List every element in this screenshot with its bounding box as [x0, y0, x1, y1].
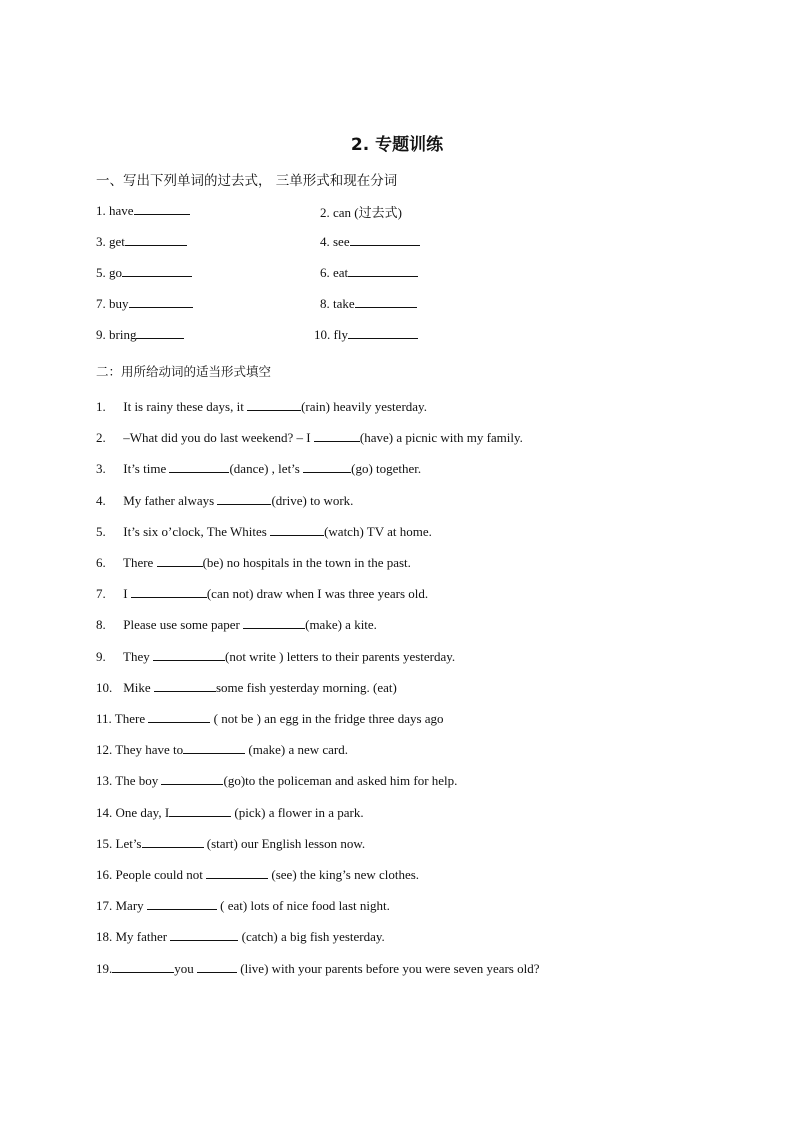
vocab-item: 6. eat	[320, 264, 418, 281]
vocab-item: 4. see	[320, 233, 420, 250]
answer-blank[interactable]	[243, 616, 305, 629]
answer-blank[interactable]	[183, 741, 245, 754]
vocab-item: 3. get	[96, 233, 187, 250]
question-item: 17. Mary ( eat) lots of nice food last night.	[96, 898, 390, 913]
answer-blank[interactable]	[136, 326, 184, 339]
answer-blank[interactable]	[348, 264, 418, 277]
answer-blank[interactable]	[206, 866, 268, 879]
section1-heading: 一、写出下列单词的过去式， 三单形式和现在分词	[96, 173, 398, 189]
answer-blank[interactable]	[348, 326, 418, 339]
question-item: 13. The boy (go)to the policeman and asked him for help.	[96, 773, 458, 788]
question-item: 16. People could not (see) the king’s new clothes.	[96, 867, 420, 882]
answer-blank[interactable]	[157, 554, 203, 567]
answer-blank[interactable]	[247, 398, 301, 411]
page-title: 2. 专题训练	[350, 135, 444, 155]
answer-blank[interactable]	[154, 679, 216, 692]
answer-blank[interactable]	[153, 648, 225, 661]
answer-blank[interactable]	[170, 928, 238, 941]
question-item: 14. One day, I (pick) a flower in a park.	[96, 805, 364, 820]
vocab-item: 9. bring	[96, 326, 184, 343]
vocab-item: 10. fly	[314, 326, 418, 343]
answer-blank[interactable]	[112, 960, 174, 973]
answer-blank[interactable]	[129, 295, 193, 308]
answer-blank[interactable]	[134, 202, 190, 215]
question-item: 15. Let’s (start) our English lesson now.	[96, 836, 366, 851]
question-item: 18. My father (catch) a big fish yesterday.	[96, 929, 385, 944]
answer-blank[interactable]	[161, 772, 223, 785]
answer-blank[interactable]	[169, 804, 231, 817]
vocab-item: 1. have	[96, 202, 190, 219]
answer-blank[interactable]	[314, 429, 360, 442]
answer-blank[interactable]	[217, 492, 271, 505]
vocab-item: 5. go	[96, 264, 192, 281]
question-item: 3. It’s time (dance) , let’s (go) together.	[96, 461, 422, 476]
question-item: 12. They have to (make) a new card.	[96, 742, 348, 757]
question-item: 7. I (can not) draw when I was three years old.	[96, 586, 429, 601]
question-item: 9. They (not write ) letters to their parents yesterday.	[96, 649, 456, 664]
question-item: 8. Please use some paper (make) a kite.	[96, 617, 377, 632]
answer-blank[interactable]	[125, 233, 187, 246]
answer-blank[interactable]	[131, 585, 207, 598]
answer-blank[interactable]	[303, 460, 351, 473]
question-item: 10. Mike some fish yesterday morning. (eat)	[96, 680, 397, 695]
question-item: 19. you (live) with your parents before you were seven years old?	[96, 961, 540, 976]
answer-blank[interactable]	[270, 523, 324, 536]
answer-blank[interactable]	[169, 460, 229, 473]
answer-blank[interactable]	[142, 835, 204, 848]
section2-heading: 二：用所给动词的适当形式填空	[96, 364, 272, 379]
answer-blank[interactable]	[147, 897, 217, 910]
question-item: 1. It is rainy these days, it (rain) heavily yesterday.	[96, 399, 427, 414]
answer-blank[interactable]	[197, 960, 237, 973]
vocab-item: 8. take	[320, 295, 417, 312]
question-item: 5. It’s six o’clock, The Whites (watch) TV at home.	[96, 524, 432, 539]
question-item: 11. There ( not be ) an egg in the fridge three days ago	[96, 711, 444, 726]
vocab-item: 2. can (过去式)	[320, 205, 402, 220]
answer-blank[interactable]	[122, 264, 192, 277]
question-item: 4. My father always (drive) to work.	[96, 493, 354, 508]
vocab-item: 7. buy	[96, 295, 193, 312]
question-item: 2. –What did you do last weekend? – I (have) a picnic with my family.	[96, 430, 523, 445]
answer-blank[interactable]	[148, 710, 210, 723]
answer-blank[interactable]	[355, 295, 417, 308]
answer-blank[interactable]	[350, 233, 420, 246]
question-item: 6. There (be) no hospitals in the town in the past.	[96, 555, 411, 570]
